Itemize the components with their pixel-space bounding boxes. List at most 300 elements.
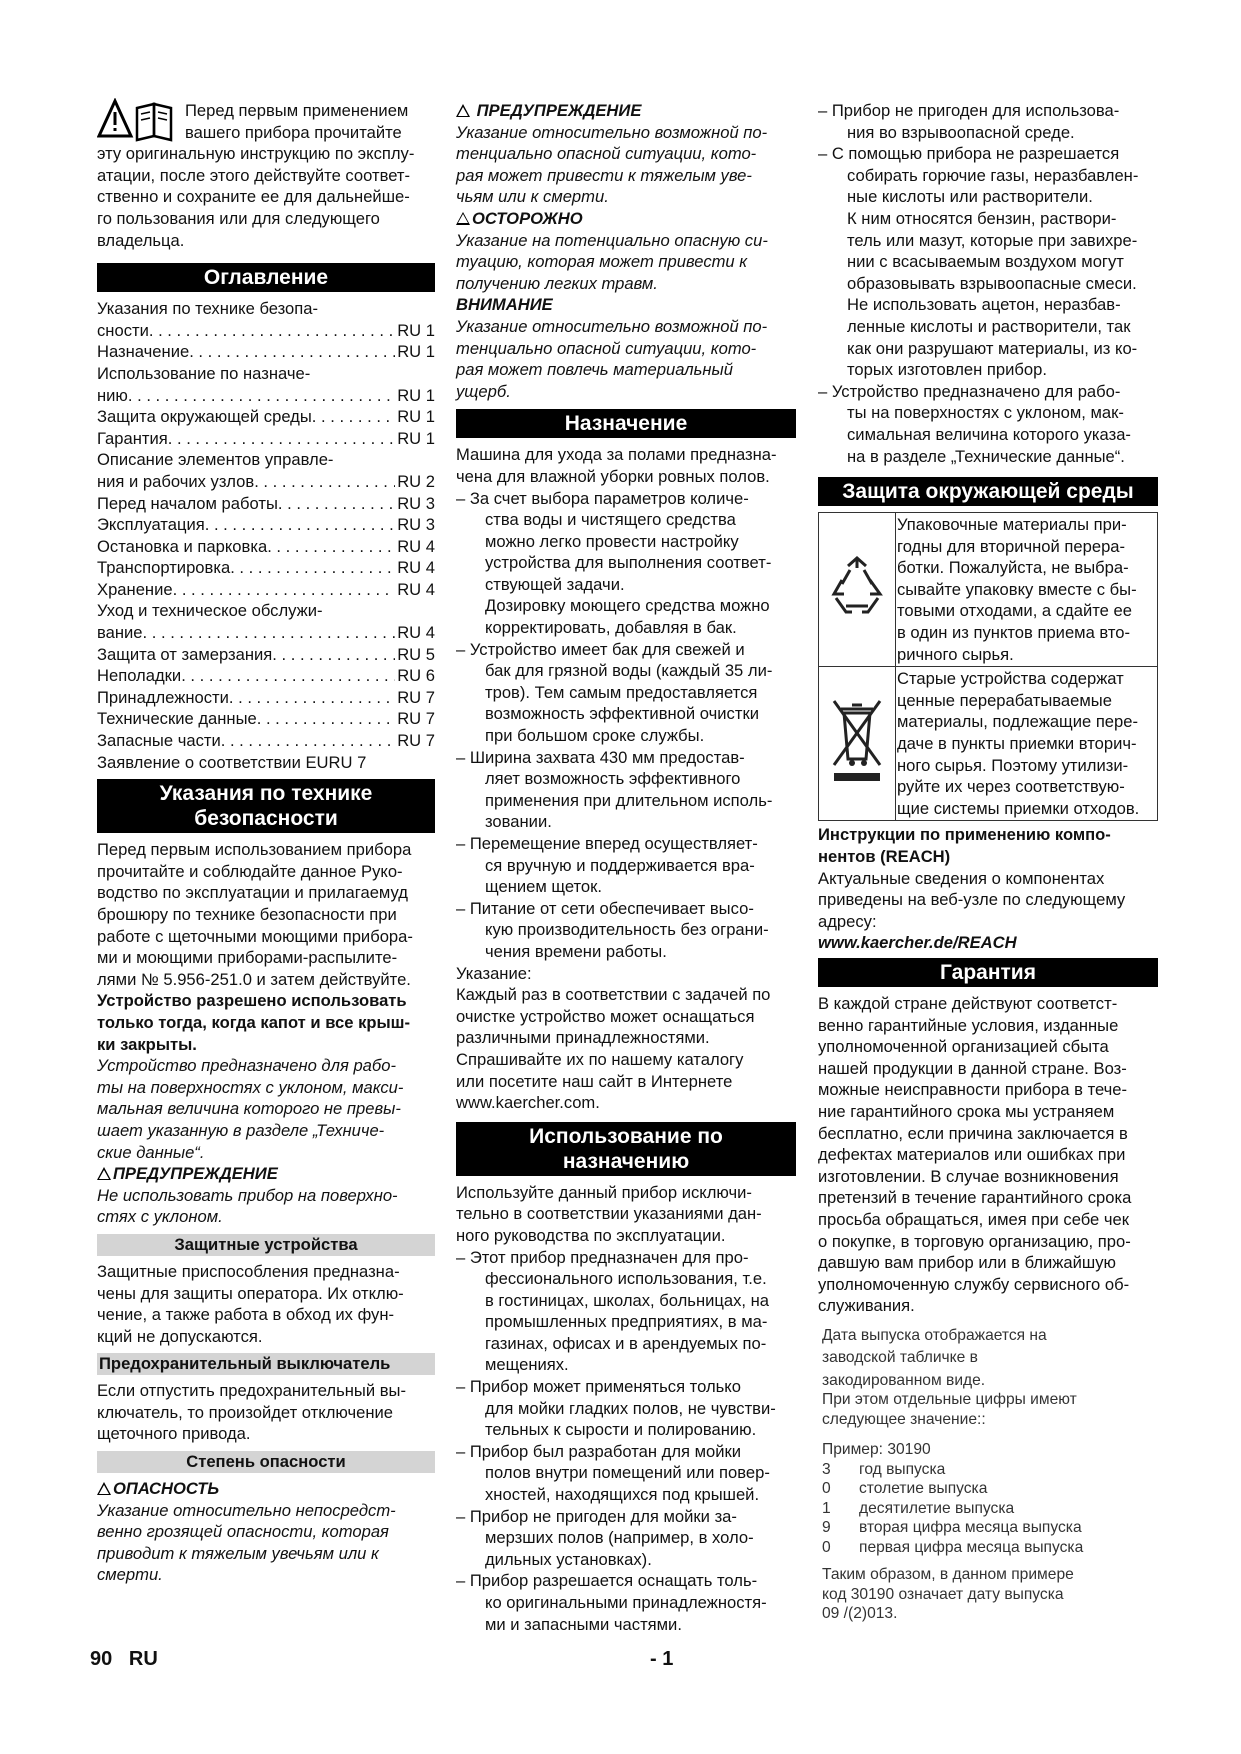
toc-entry[interactable] (97, 341, 435, 363)
text-line: очистке устройство может оснащаться (456, 1006, 755, 1026)
example-label: Пример: 30190 (822, 1441, 931, 1459)
example-row (822, 1460, 1158, 1480)
text-line: 09 /(2)013. (822, 1605, 898, 1623)
toc-entry-page: RU 1 (397, 385, 435, 405)
text-line: различными принадлежностями. (456, 1028, 710, 1048)
text-line: ние гарантийного срока мы устраняем (818, 1101, 1115, 1121)
toc-entry[interactable] (97, 536, 435, 558)
toc-entry[interactable] (97, 320, 435, 342)
list-item (456, 898, 796, 963)
example-digit: 1 (822, 1499, 831, 1517)
reach-link[interactable]: www.kaercher.de/REACH (818, 933, 1017, 953)
toc-entry-page: RU 6 (397, 666, 435, 686)
text-line: годны для вторичной перера- (897, 536, 1126, 556)
text-line: на в разделе „Технические данные“. (847, 446, 1125, 466)
toc-entry-title: вание (97, 623, 143, 643)
text-line: собирать горючие газы, неразбавлен- (847, 165, 1139, 185)
text-line: Устройство разрешено использовать (97, 991, 407, 1011)
text-line: венно грозящей опасности, которая (97, 1522, 389, 1542)
environment-heading: Защита окружающей среды (818, 477, 1158, 506)
page-number (90, 1648, 158, 1671)
toc-entry[interactable] (97, 471, 435, 493)
text-line: дильных установках). (485, 1549, 652, 1569)
toc-entry-page: RU 7 (397, 709, 435, 729)
toc-entry-title: Запасные части (97, 731, 221, 751)
text-line: Защитные приспособления предназна- (97, 1261, 400, 1281)
text-line: для мойки гладких полов, не чувстви- (485, 1398, 776, 1418)
toc-dot-leader (173, 579, 396, 601)
text-line: ты на поверхностях с уклоном, макси- (97, 1077, 404, 1097)
toc-dot-leader (254, 471, 395, 493)
text-line: фессионального использования, т.е. (485, 1269, 767, 1289)
toc-dot-leader (181, 665, 395, 687)
purpose-heading: Назначение (456, 409, 796, 438)
text-line: ные кислоты или растворители. (847, 187, 1093, 207)
text-line: нии с всасываемым воздухом могут (847, 252, 1124, 272)
text-line: тенциально опасной ситуации, кото- (456, 338, 757, 358)
footer-center: - 1 (650, 1648, 674, 1670)
text-line: Таким образом, в данном примере (822, 1566, 1074, 1584)
text-line: чены для защиты оператора. Их отклю- (97, 1283, 404, 1303)
example-meaning: десятилетие выпуска (859, 1499, 1015, 1517)
text-line: ленные кислоты и растворители, так (847, 316, 1131, 336)
toc-dot-leader (257, 708, 395, 730)
text-line: – Прибор был разработан для мойки (456, 1441, 742, 1461)
text-line: служивания. (818, 1296, 915, 1316)
text-line: щие системы приемки отходов. (897, 798, 1140, 818)
text-line: ного сырья. Поэтому утилизи- (897, 755, 1129, 775)
text-line: Не использовать ацетон, неразбав- (847, 295, 1121, 315)
text-line: ко оригинальными принадлежностя- (485, 1593, 767, 1612)
text-line: Устройство предназначено для рабо- (97, 1056, 396, 1076)
warning-read-manual-icon (97, 98, 177, 142)
text-line: брошюру по технике безопасности при (97, 905, 397, 924)
text-line: бак для грязной воды (каждый 35 ли- (485, 661, 773, 681)
text-line: щеточного привода. (97, 1424, 251, 1444)
example-digit: 0 (822, 1538, 831, 1556)
toc-dot-leader (128, 385, 395, 407)
text-line: – Прибор не пригоден для использова- (818, 101, 1120, 120)
text-line: – Перемещение вперед осуществляет- (456, 834, 758, 853)
toc-entry-page: RU 3 (397, 515, 435, 535)
toc-entry-page: RU 1 (397, 342, 435, 362)
text-line: Указание на потенциально опасную си- (456, 230, 768, 250)
safety-bold (97, 990, 435, 1055)
date-info (818, 1326, 1158, 1624)
toc-entry-page: RU 7 (397, 731, 435, 751)
text-line: ские данные“. (97, 1142, 205, 1162)
text-line: ляет возможность эффективного (485, 769, 741, 789)
warning-label: ПРЕДУПРЕЖДЕНИЕ (113, 1164, 278, 1184)
text-line: или посетите наш сайт в Интернете (456, 1071, 733, 1091)
text-line: при большом сроке службы. (485, 726, 705, 746)
text-line: ценные перерабатываемые (897, 690, 1112, 710)
column-right (818, 100, 1158, 1624)
intro-line: эту оригинальную инструкцию по эксплу- (97, 144, 415, 164)
list-item (818, 143, 1158, 381)
toc-entry-page: RU 4 (397, 536, 435, 556)
toc-dot-leader (168, 428, 395, 450)
caution-text (456, 230, 796, 295)
text-line: рая может привести к тяжелым уве- (456, 165, 752, 185)
danger-label: ОПАСНОСТЬ (113, 1479, 220, 1499)
text-line: Перед первым использованием прибора (97, 840, 412, 860)
toc-dot-leader (205, 514, 395, 536)
text-line: щением щеток. (485, 877, 603, 897)
text-line: При этом отдельные цифры имеют (822, 1391, 1077, 1409)
attention-label: ВНИМАНИЕ (456, 295, 553, 315)
weee-cell (819, 667, 896, 821)
toc-dot-leader (229, 687, 395, 709)
text-line: можно легко провести настройку (485, 531, 739, 551)
list-item (456, 1570, 796, 1635)
text-line: претензий в течение гарантийного срока (818, 1188, 1132, 1208)
toc-entry-title: Защита окружающей среды (97, 407, 312, 427)
text-line: следующее значение:: (822, 1410, 986, 1428)
note-text (456, 984, 796, 1114)
text-line: – Питание от сети обеспечивает высо- (456, 898, 754, 918)
use-heading-line: Использование по (529, 1124, 723, 1148)
intro-line: вашего прибора прочитайте (185, 122, 402, 142)
text-line: кций не допускаются. (97, 1326, 263, 1346)
toc-entry-page: RU 5 (397, 644, 435, 664)
use-intro (456, 1182, 796, 1247)
toc-last-line: Заявление о соответствии EURU 7 (97, 752, 367, 772)
example-meaning: год выпуска (859, 1460, 946, 1478)
toc-entry-title: Хранение (97, 579, 173, 599)
text-line: чение, а также работа в обход их фун- (97, 1305, 395, 1325)
purpose-intro (456, 444, 796, 487)
toc-entry-title: Остановка и парковка (97, 536, 268, 556)
toc-entry[interactable] (97, 428, 435, 450)
warranty-heading: Гарантия (818, 958, 1158, 987)
list-item (818, 381, 1158, 467)
toc-entry[interactable] (97, 708, 435, 730)
text-line: В каждой стране действуют соответст- (818, 993, 1118, 1013)
use-heading (456, 1122, 796, 1176)
text-line: Указание относительно возможной по- (456, 122, 768, 142)
text-line: промышленных предприятиях, в ма- (485, 1312, 768, 1332)
text-line: Если отпустить предохранительный вы- (97, 1381, 406, 1401)
toc-entry-page: RU 7 (397, 687, 435, 707)
text-line: чьям или к смерти. (456, 187, 609, 207)
toc-entry[interactable] (97, 385, 435, 407)
text-line: – Устройство предназначено для рабо- (818, 381, 1121, 401)
text-line: газинах, офисах и в арендуемых по- (485, 1333, 767, 1353)
text-line: приведены на веб-узле по следующему (818, 890, 1126, 910)
text-line: туацию, которая может привести к (456, 252, 748, 272)
switch-text (97, 1380, 435, 1445)
warning-label: ПРЕДУПРЕЖДЕНИЕ (476, 101, 642, 120)
text-line: – С помощью прибора не разрешается (818, 144, 1120, 164)
text-line: в гостиницах, школах, больницах, на (485, 1290, 770, 1310)
text-line: устройства для выполнения соответ- (485, 553, 772, 573)
text-line: тельно в соответствии указаниями дан- (456, 1204, 762, 1224)
toc-entry-preline: Использование по назначе- (97, 363, 311, 383)
toc-entry-page: RU 3 (397, 493, 435, 513)
intro-line: Перед первым применением (185, 101, 409, 120)
toc-entry-page: RU 1 (397, 428, 435, 448)
text-line: Дата выпуска отображается на (822, 1326, 1047, 1344)
text-line: – Прибор не пригоден для мойки за- (456, 1506, 737, 1526)
text-line: адресу: (818, 911, 877, 931)
toc-entry-title: Защита от замерзания (97, 644, 273, 664)
toc-entry[interactable] (97, 730, 435, 752)
text-line: получению легких травм. (456, 273, 658, 293)
protect-heading: Защитные устройства (97, 1234, 435, 1256)
switch-heading: Предохранительный выключатель (97, 1353, 435, 1375)
text-line: тров). Тем самым предоставляется (485, 682, 758, 702)
safety-warning-text (97, 1185, 435, 1228)
text-line: товыми отходами, а сдайте ее (897, 601, 1132, 621)
toc-dot-leader (149, 320, 395, 342)
toc-entry[interactable] (97, 579, 435, 601)
text-line: только тогда, когда капот и все крыш- (97, 1012, 411, 1032)
crossed-bin-icon (824, 691, 890, 791)
text-line: образовывать взрывоопасные смеси. (847, 273, 1137, 293)
text-line: дефектах материалов или ошибках при (818, 1145, 1126, 1165)
intro-line: ственно и сохраните ее для дальнейше- (97, 187, 410, 207)
environment-table (818, 512, 1158, 821)
warning-triangle-icon (456, 212, 470, 225)
example-meaning: первая цифра месяца выпуска (859, 1538, 1084, 1556)
weee-text (896, 667, 1158, 821)
intro-block (97, 100, 435, 251)
safety-heading-line: безопасности (194, 807, 338, 831)
use-list (456, 1247, 796, 1636)
list-item (456, 833, 796, 898)
language-code: RU (128, 1648, 158, 1670)
text-line: код 30190 означает дату выпуска (822, 1585, 1064, 1603)
toc-entry-title: Назначение (97, 342, 190, 362)
text-line: сывайте упаковку вместе с бы- (897, 579, 1137, 599)
text-line: – Ширина захвата 430 мм предостав- (456, 747, 745, 767)
text-line: как они разрушают материалы, из ко- (847, 338, 1138, 358)
list-item (818, 100, 1158, 143)
text-line: Дозировку моющего средства можно (485, 596, 770, 616)
toc-entry[interactable] (97, 557, 435, 579)
toc-entry[interactable] (97, 493, 435, 515)
toc-heading: Оглавление (97, 263, 435, 292)
toc-entry-page: RU 1 (397, 407, 435, 427)
toc-entry[interactable] (97, 644, 435, 666)
text-line: ки закрыты. (97, 1034, 197, 1054)
text-line: изготовлении. В случае возникновения (818, 1166, 1119, 1186)
warning-triangle-icon (97, 1482, 111, 1495)
text-line: Инструкции по применению компо- (818, 825, 1111, 845)
text-line: Указание относительно возможной по- (456, 316, 768, 336)
attention-text (456, 316, 796, 402)
text-line: уполномоченной организацией сбыта (818, 1037, 1109, 1057)
toc-dot-leader (189, 341, 395, 363)
toc-dot-leader (312, 406, 395, 428)
safety-heading-line: Указания по технике (159, 782, 373, 806)
toc-entry[interactable] (97, 514, 435, 536)
toc-entry[interactable] (97, 406, 435, 428)
restrictions-list (818, 100, 1158, 467)
danger-text (97, 1500, 435, 1586)
note-label: Указание: (456, 963, 532, 983)
toc-entry-preline: Уход и техническое обслужи- (97, 601, 323, 621)
text-line: в один из пунктов приема вто- (897, 623, 1131, 643)
safety-para (97, 839, 435, 990)
text-line: работе с щеточными моющими прибора- (97, 926, 413, 946)
text-line: – За счет выбора параметров количе- (456, 488, 749, 508)
example-table (822, 1460, 1158, 1558)
text-line: тенциально опасной ситуации, кото- (456, 144, 757, 164)
list-item (456, 488, 796, 639)
intro-line: владельца. (97, 230, 185, 250)
recycle-text (896, 513, 1158, 667)
text-line: Указание относительно непосредст- (97, 1500, 396, 1520)
text-line: приводит к тяжелым увечьям или к (97, 1543, 379, 1563)
example-meaning: столетие выпуска (859, 1480, 988, 1498)
toc-entry-page: RU 4 (397, 579, 435, 599)
toc-entry-title: Транспортировка (97, 558, 231, 578)
text-line: венно гарантийные условия, изданные (818, 1015, 1119, 1035)
text-line: – Прибор разрешается оснащать толь- (456, 1571, 758, 1591)
text-line: применения при длительном исполь- (485, 790, 773, 810)
toc-entry-page: RU 1 (397, 320, 435, 340)
safety-heading (97, 779, 435, 833)
warning-text (456, 122, 796, 208)
text-line: руйте их через соответствую- (897, 777, 1125, 797)
toc-entry-title: сности (97, 320, 149, 340)
text-line: даче в пункты приемки вторич- (897, 734, 1137, 754)
text-line: ключатель, то произойдет отключение (97, 1402, 394, 1422)
column-middle (456, 100, 796, 1635)
text-line: – Прибор может применяться только (456, 1377, 741, 1397)
example-digit: 3 (822, 1460, 831, 1478)
text-line: возможность эффективной очистки (485, 704, 759, 724)
list-item (456, 747, 796, 833)
final-text (822, 1565, 1158, 1624)
text-line: нентов (REACH) (818, 847, 951, 866)
list-item (456, 639, 796, 747)
text-line: тель или мазут, которые при завихре- (847, 230, 1138, 250)
text-line: ты на поверхностях с уклоном, мак- (847, 403, 1124, 423)
text-line: Упаковочные материалы при- (897, 515, 1127, 535)
page-number-value: 90 (90, 1648, 113, 1670)
reach-heading (818, 824, 1158, 867)
text-line: прочитайте и соблюдайте данное Руко- (97, 861, 403, 881)
text-line: Не использовать прибор на поверхно- (97, 1185, 398, 1205)
recycle-icon (824, 554, 890, 620)
text-line: ния во взрывоопасной среде. (847, 122, 1075, 142)
text-line: закодированном виде. (822, 1371, 986, 1389)
toc-entry-title: ния и рабочих узлов (97, 471, 255, 491)
example-meaning: вторая цифра месяца выпуска (859, 1519, 1082, 1537)
toc-dot-leader (272, 644, 395, 666)
toc-entry-title: нию (97, 385, 128, 405)
text-line: Старые устройства содержат (897, 669, 1124, 689)
text-line: Каждый раз в соответствии с задачей по (456, 985, 771, 1005)
toc-dot-leader (143, 622, 396, 644)
text-line: хностей, находящихся под крышей. (485, 1485, 760, 1505)
danger-heading: Степень опасности (97, 1451, 435, 1473)
text-line: чена для влажной уборки ровных полов. (456, 466, 770, 486)
text-line: ствующей задачи. (485, 574, 625, 594)
text-line: о покупке, в торговую организацию, про- (818, 1231, 1131, 1251)
toc-dot-leader (278, 493, 395, 515)
toc-entry-preline: Указания по технике безопа- (97, 299, 319, 319)
text-line: www.kaercher.com. (456, 1093, 600, 1113)
text-line: корректировать, добавляя в бак. (485, 618, 737, 638)
text-line: полов внутри помещений или повер- (485, 1463, 770, 1483)
example-row (822, 1538, 1158, 1558)
text-line: торых изготовлен прибор. (847, 360, 1047, 380)
list-item (456, 1376, 796, 1441)
reach-text (818, 868, 1158, 933)
toc-entry-preline: Описание элементов управле- (97, 450, 334, 470)
toc-entry-title: Гарантия (97, 428, 168, 448)
table-of-contents (97, 298, 435, 751)
list-item (456, 1441, 796, 1506)
text-line: мерзших полов (например, в холо- (485, 1528, 754, 1548)
text-line: Актуальные сведения о компонентах (818, 868, 1105, 888)
text-line: материалы, подлежащие пере- (897, 712, 1139, 732)
toc-entry[interactable] (97, 622, 435, 644)
warning-triangle-icon (456, 104, 470, 117)
text-line: можные неисправности прибора в тече- (818, 1080, 1128, 1100)
toc-entry-page: RU 4 (397, 623, 435, 643)
text-line: чения времени работы. (485, 941, 667, 961)
toc-dot-leader (267, 536, 395, 558)
text-line: просьба обращаться, имея при себе чек (818, 1209, 1130, 1229)
text-line: К ним относятся бензин, раствори- (847, 208, 1117, 228)
text-line: ботки. Пожалуйста, не выбра- (897, 558, 1129, 578)
intro-line: атации, после этого действуйте соответ- (97, 165, 411, 185)
text-line: ми и моющими приборами-распылите- (97, 948, 398, 968)
warning-triangle-icon (97, 1167, 111, 1180)
text-line: Машина для ухода за полами предназна- (456, 445, 777, 465)
example-row (822, 1499, 1158, 1519)
toc-dot-leader (230, 557, 395, 579)
text-line: – Этот прибор предназначен для про- (456, 1247, 749, 1267)
text-line: ся вручную и поддерживается вра- (485, 855, 755, 875)
text-line: тельных к сырости и полированию. (485, 1420, 757, 1440)
text-line: Спрашивайте их по нашему каталогу (456, 1049, 744, 1069)
text-line: давшую вам прибор или в ближайшую (818, 1253, 1116, 1273)
text-line: мещениях. (485, 1355, 569, 1375)
text-line: водство по эксплуатации и прилагаемуд (97, 883, 408, 903)
purpose-list (456, 488, 796, 963)
example-row (822, 1479, 1158, 1499)
text-line: Используйте данный прибор исключи- (456, 1182, 752, 1202)
text-line: ущерб. (456, 381, 511, 401)
caution-label: ОСТОРОЖНО (472, 208, 583, 228)
use-heading-line: назначению (562, 1149, 690, 1173)
recycle-cell (819, 513, 896, 667)
text-line: лями № 5.956-251.0 и затем действуйте. (97, 969, 411, 989)
toc-entry-page: RU 4 (397, 558, 435, 578)
text-line: – Устройство имеет бак для свежей и (456, 639, 745, 659)
toc-entry-title: Перед началом работы (97, 493, 278, 513)
list-item (456, 1247, 796, 1377)
toc-entry[interactable] (97, 665, 435, 687)
toc-entry[interactable] (97, 687, 435, 709)
warranty-text (818, 993, 1158, 1317)
list-item (456, 1506, 796, 1571)
example-digit: 0 (822, 1480, 831, 1498)
text-line: шает указанную в разделе „Техниче- (97, 1120, 385, 1140)
text-line: ми и запасными частями. (485, 1614, 682, 1634)
text-line: зовании. (485, 812, 552, 832)
toc-entry-title: Принадлежности (97, 687, 229, 707)
text-line: бесплатно, если причина заключается в (818, 1123, 1128, 1143)
text-line: стях с уклоном. (97, 1207, 223, 1227)
text-line: заводской табличке в (822, 1349, 978, 1367)
